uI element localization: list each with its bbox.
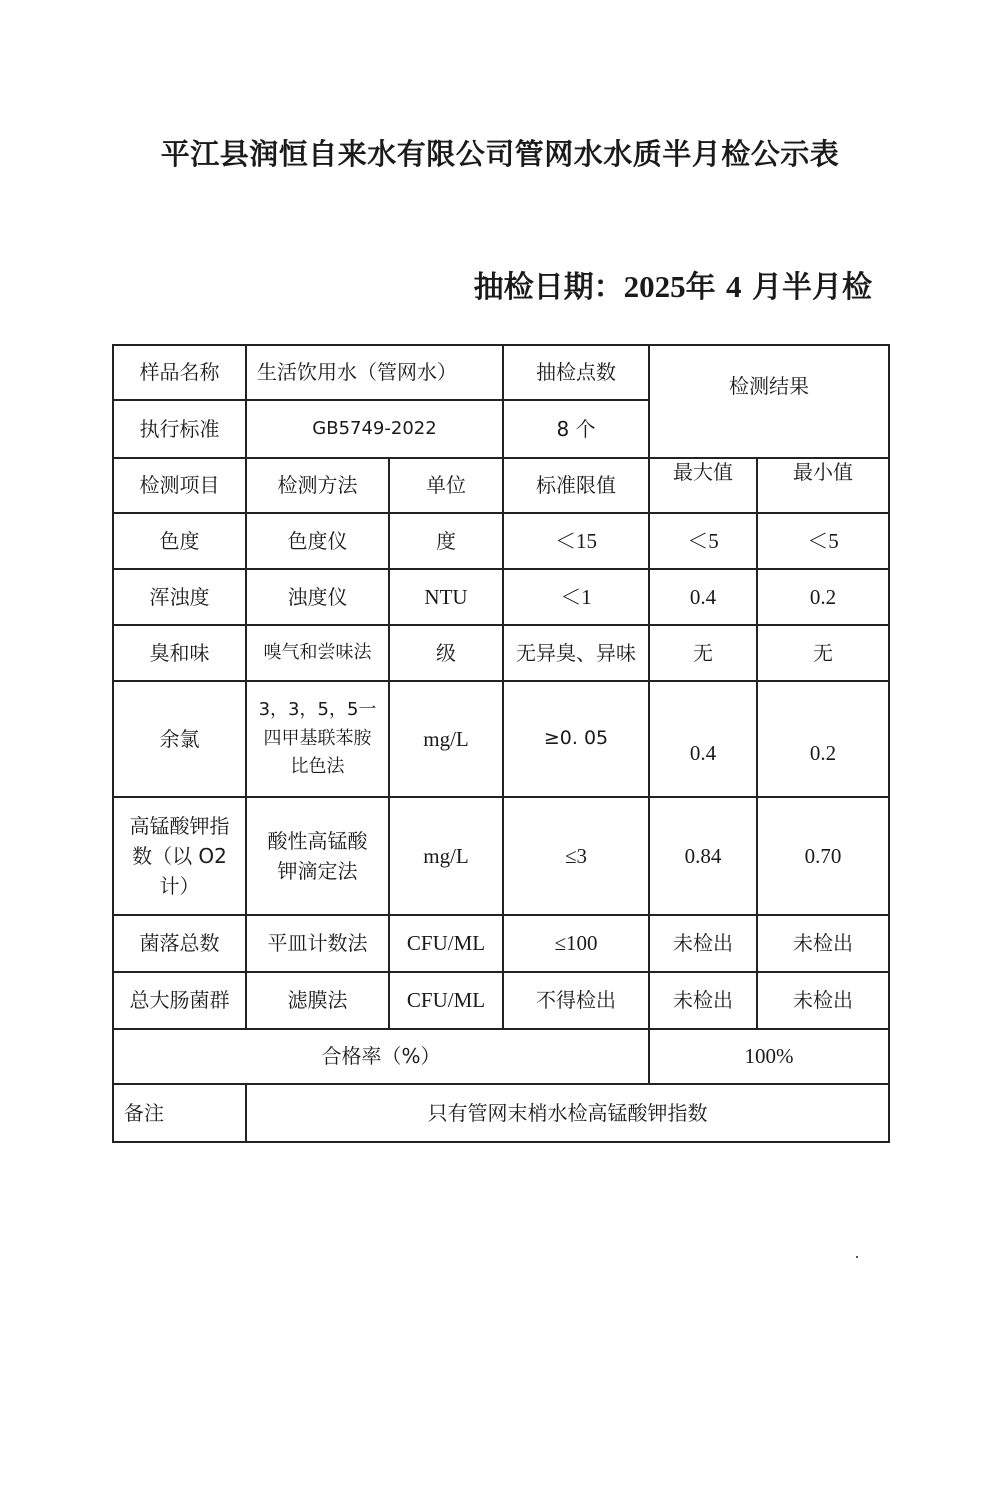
item-cell: 浑浊度 <box>113 569 246 625</box>
table-row <box>113 1029 889 1084</box>
method-cell <box>246 797 389 915</box>
item-cell: 总大肠菌群 <box>113 972 246 1029</box>
col-limit-header: 标准限值 <box>503 458 649 513</box>
limit-cell: 无异臭、异味 <box>503 625 649 681</box>
remark-value: 只有管网末梢水检高锰酸钾指数 <box>246 1084 889 1142</box>
table-row <box>113 513 889 569</box>
limit-cell: ≤3 <box>503 797 649 915</box>
method-cell: 滤膜法 <box>246 972 389 1029</box>
method-line: 钾滴定法 <box>277 859 358 883</box>
min-cell: 0.2 <box>757 681 889 797</box>
unit-cell: 级 <box>389 625 503 681</box>
item-cell: 余氯 <box>113 681 246 797</box>
method-line: 四甲基联苯胺 <box>263 727 372 749</box>
unit-cell: CFU/ML <box>389 915 503 972</box>
min-cell: 未检出 <box>757 972 889 1029</box>
table-row <box>113 1084 889 1142</box>
points-label: 抽检点数 <box>503 345 649 400</box>
date-year-unit: 年 <box>685 270 716 305</box>
table-row <box>113 625 889 681</box>
date-label: 抽检日期： <box>473 270 624 305</box>
max-cell: ＜5 <box>649 513 757 569</box>
table-row <box>113 569 889 625</box>
item-cell: 臭和味 <box>113 625 246 681</box>
date-year: 2025 <box>623 269 686 304</box>
sample-name-value: 生活饮用水（管网水） <box>246 345 503 400</box>
standard-value: GB5749-2022 <box>246 400 503 458</box>
limit-cell: ＜1 <box>503 569 649 625</box>
limit-cell: ＜15 <box>503 513 649 569</box>
method-line: 3，3，5，5一 <box>258 698 377 720</box>
min-cell: ＜5 <box>757 513 889 569</box>
method-cell: 色度仪 <box>246 513 389 569</box>
unit-cell: mg/L <box>389 797 503 915</box>
max-cell: 0.84 <box>649 797 757 915</box>
col-min-header: 最小值 <box>757 458 889 513</box>
method-cell: 平皿计数法 <box>246 915 389 972</box>
table-row <box>113 458 889 513</box>
unit-cell: NTU <box>389 569 503 625</box>
col-method-header: 检测方法 <box>246 458 389 513</box>
item-line: 数（以 O2 <box>132 844 227 868</box>
table-row <box>113 681 889 797</box>
sample-name-label: 样品名称 <box>113 345 246 400</box>
date-month-unit: 月半月检 <box>752 270 872 305</box>
limit-cell: ≤100 <box>503 915 649 972</box>
inspection-date <box>474 262 872 306</box>
table-row <box>113 915 889 972</box>
points-value: 8 个 <box>503 400 649 458</box>
max-cell: 未检出 <box>649 972 757 1029</box>
limit-cell: 不得检出 <box>503 972 649 1029</box>
min-cell: 无 <box>757 625 889 681</box>
scan-speck <box>856 1256 858 1258</box>
item-cell: 色度 <box>113 513 246 569</box>
limit-cell: ≥0. 05 <box>503 681 649 797</box>
table-row <box>113 345 889 400</box>
method-line: 比色法 <box>290 756 345 778</box>
max-cell: 0.4 <box>649 569 757 625</box>
unit-cell: CFU/ML <box>389 972 503 1029</box>
max-cell: 0.4 <box>649 681 757 797</box>
unit-cell: 度 <box>389 513 503 569</box>
col-max-header: 最大值 <box>649 458 757 513</box>
date-month: 4 <box>726 269 742 304</box>
result-label: 检测结果 <box>649 345 889 458</box>
item-cell: 菌落总数 <box>113 915 246 972</box>
method-cell: 浊度仪 <box>246 569 389 625</box>
unit-cell: mg/L <box>389 681 503 797</box>
remark-label: 备注 <box>113 1084 246 1142</box>
pass-rate-value: 100% <box>649 1029 889 1084</box>
col-unit-header: 单位 <box>389 458 503 513</box>
table-row <box>113 797 889 915</box>
method-cell: 嗅气和尝味法 <box>246 625 389 681</box>
item-line: 高锰酸钾指 <box>129 814 230 838</box>
min-cell: 0.2 <box>757 569 889 625</box>
max-cell: 无 <box>649 625 757 681</box>
table-row <box>113 972 889 1029</box>
method-cell <box>246 681 389 797</box>
min-cell: 未检出 <box>757 915 889 972</box>
col-item-header: 检测项目 <box>113 458 246 513</box>
max-cell: 未检出 <box>649 915 757 972</box>
min-cell: 0.70 <box>757 797 889 915</box>
method-line: 酸性高锰酸 <box>267 829 368 853</box>
pass-rate-label: 合格率（%） <box>113 1029 649 1084</box>
water-quality-table <box>112 344 890 1143</box>
item-line: 计） <box>159 874 200 898</box>
standard-label: 执行标准 <box>113 400 246 458</box>
page-title: 平江县润恒自来水有限公司管网水水质半月检公示表 <box>160 137 840 171</box>
item-cell <box>113 797 246 915</box>
